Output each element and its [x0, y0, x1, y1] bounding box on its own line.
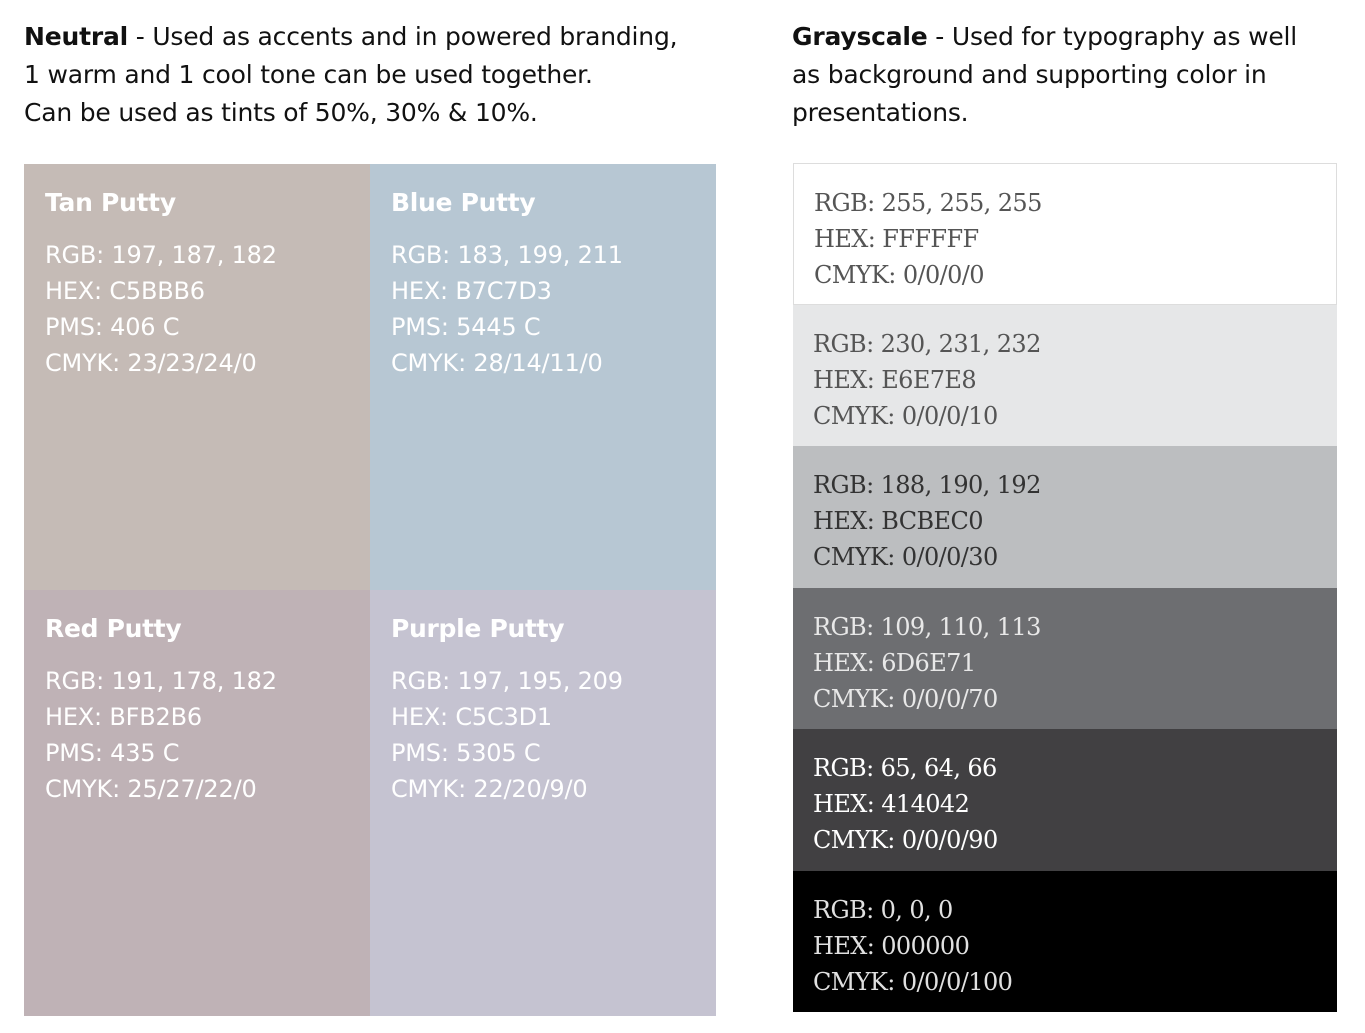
- gray-rgb: RGB: 65, 64, 66: [813, 754, 997, 782]
- neutral-intro-line-1: [24, 18, 764, 56]
- gray-swatch-70: [793, 588, 1337, 730]
- gray-rgb: RGB: 230, 231, 232: [813, 329, 1041, 358]
- neutral-desc-1: - Used as accents and in powered branding,: [128, 22, 678, 51]
- swatch-hex: HEX: C5BBB6: [45, 277, 205, 305]
- gray-cmyk: CMYK: 0/0/0/100: [813, 967, 1013, 996]
- gray-cmyk: CMYK: 0/0/0/0: [814, 261, 984, 289]
- swatch-name: Blue Putty: [391, 188, 536, 217]
- gray-hex: HEX: 000000: [813, 931, 970, 960]
- swatch-purple-putty: [370, 590, 716, 1016]
- grayscale-desc-1: - Used for typography as well: [927, 22, 1297, 51]
- gray-hex: HEX: 414042: [813, 790, 970, 818]
- swatch-hex: HEX: B7C7D3: [391, 277, 552, 305]
- gray-swatch-10: [793, 305, 1337, 447]
- swatch-rgb: RGB: 183, 199, 211: [391, 241, 623, 269]
- gray-rgb: RGB: 188, 190, 192: [813, 471, 1041, 499]
- swatch-cmyk: CMYK: 28/14/11/0: [391, 349, 603, 377]
- grayscale-swatch-stack: [793, 163, 1337, 1012]
- swatch-pms: PMS: 406 C: [45, 313, 180, 341]
- swatch-rgb: RGB: 191, 178, 182: [45, 667, 277, 695]
- swatch-name: Tan Putty: [45, 188, 176, 217]
- gray-swatch-30: [793, 446, 1337, 588]
- swatch-pms: PMS: 435 C: [45, 739, 180, 767]
- gray-hex: HEX: E6E7E8: [813, 365, 977, 394]
- gray-cmyk: CMYK: 0/0/0/70: [813, 684, 998, 713]
- gray-hex: HEX: FFFFFF: [814, 225, 979, 253]
- swatch-red-putty: [24, 590, 370, 1016]
- gray-hex: HEX: 6D6E71: [813, 648, 976, 677]
- swatch-pms: PMS: 5445 C: [391, 313, 541, 341]
- swatch-cmyk: CMYK: 25/27/22/0: [45, 775, 257, 803]
- swatch-name: Purple Putty: [391, 614, 565, 643]
- neutral-desc-2: 1 warm and 1 cool tone can be used together.: [24, 60, 593, 89]
- gray-swatch-white: [793, 163, 1337, 305]
- swatch-hex: HEX: C5C3D1: [391, 703, 552, 731]
- neutral-swatch-grid: [24, 164, 716, 1016]
- gray-cmyk: CMYK: 0/0/0/90: [813, 826, 998, 854]
- swatch-cmyk: CMYK: 22/20/9/0: [391, 775, 588, 803]
- gray-cmyk: CMYK: 0/0/0/10: [813, 401, 998, 430]
- gray-swatch-black: [793, 871, 1337, 1013]
- neutral-heading: Neutral: [24, 22, 128, 51]
- gray-hex: HEX: BCBEC0: [813, 507, 983, 535]
- grayscale-intro-line-1: [792, 18, 1352, 56]
- grayscale-desc-3: presentations.: [792, 98, 969, 127]
- gray-rgb: RGB: 0, 0, 0: [813, 895, 953, 924]
- swatch-tan-putty: [24, 164, 370, 590]
- gray-swatch-90: [793, 729, 1337, 871]
- grayscale-heading: Grayscale: [792, 22, 928, 51]
- swatch-blue-putty: [370, 164, 716, 590]
- swatch-rgb: RGB: 197, 195, 209: [391, 667, 623, 695]
- swatch-cmyk: CMYK: 23/23/24/0: [45, 349, 257, 377]
- swatch-name: Red Putty: [45, 614, 182, 643]
- grayscale-desc-2: as background and supporting color in: [792, 60, 1267, 89]
- grayscale-description: [792, 18, 1352, 132]
- swatch-pms: PMS: 5305 C: [391, 739, 541, 767]
- swatch-hex: HEX: BFB2B6: [45, 703, 202, 731]
- swatch-rgb: RGB: 197, 187, 182: [45, 241, 277, 269]
- neutral-description: [24, 18, 764, 132]
- neutral-desc-3: Can be used as tints of 50%, 30% & 10%.: [24, 98, 538, 127]
- gray-rgb: RGB: 109, 110, 113: [813, 612, 1041, 641]
- gray-cmyk: CMYK: 0/0/0/30: [813, 543, 998, 571]
- gray-rgb: RGB: 255, 255, 255: [814, 189, 1042, 217]
